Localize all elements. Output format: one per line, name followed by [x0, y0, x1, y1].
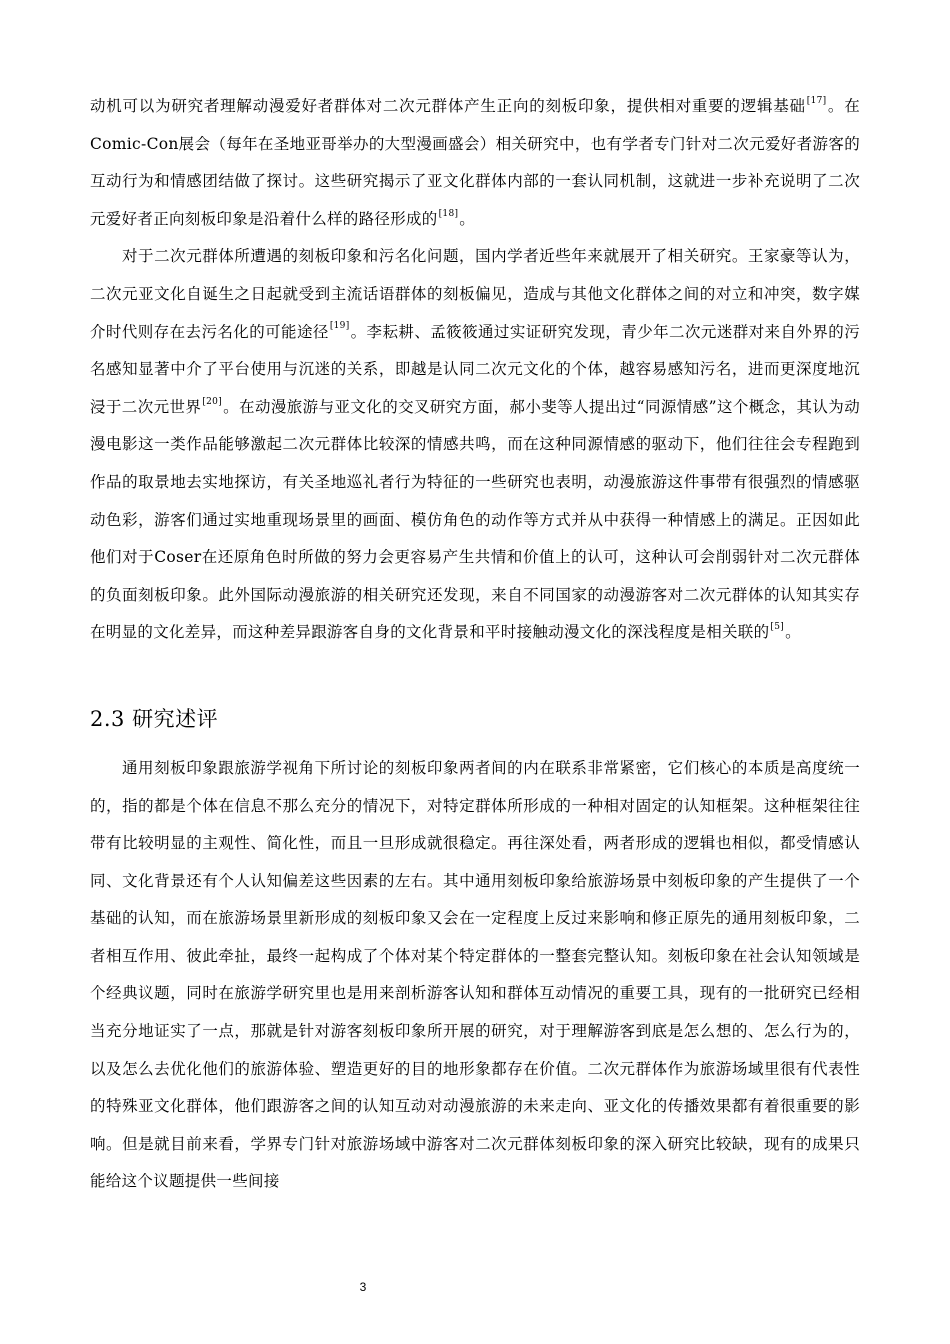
citation-ref: [19]: [329, 321, 350, 332]
citation-ref: [20]: [202, 396, 223, 407]
citation-ref: [5]: [770, 622, 785, 633]
section-paragraph-1: 通用刻板印象跟旅游学视角下所讨论的刻板印象两者间的内在联系非常紧密，它们核心的本质是高度统一的，指的都是个体在信息不那么充分的情况下，对特定群体所形成的一种相对固定的认知框架。这种框架往往带有比较明显的主观性、简化性，而且一旦形成就很稳定。再往深处看，两者形成的逻辑也相似，都受情感认同、文化背景还有个人认知偏差这些因素的左右。其中通用刻板印象给旅游场景中刻板印象的产生提供了一个基础的认知，而在旅游场景里新形成的刻板印象又会在一定程度上反过来影响和修正原先的通用刻板印象，二者相互作用、彼此牵扯，最终一起构成了个体对某个特定群体的一整套完整认知。刻板印象在社会认知领域是个经典议题，同时在旅游学研究里也是用来剖析游客认知和群体互动情况的重要工具，现有的一批研究已经相当充分地证实了一点，那就是针对游客刻板印象所开展的研究，对于理解游客到底是怎么想的、怎么行为的，以及怎么去优化他们的旅游体验、塑造更好的目的地形象都存在价值。二次元群体作为旅游场域里很有代表性的特殊亚文化群体，他们跟游客之间的认知互动对动漫旅游的未来走向、亚文化的传播效果都有着很重要的影响。但是就目前来看，学界专门针对旅游场域中游客对二次元群体刻板印象的深入研究比较缺，现有的成果只能给这个议题提供一些间接: [90, 758, 860, 1191]
citation-ref: [18]: [438, 208, 459, 219]
page-number: 3: [359, 1280, 367, 1294]
section-heading: 2.3 研究述评: [90, 706, 219, 731]
citation-ref: [17]: [806, 95, 827, 106]
body-paragraph-1: 动机可以为研究者理解动漫爱好者群体对二次元群体产生正向的刻板印象，提供相对重要的逻辑基础[17]。在Comic-Con展会（每年在圣地亚哥举办的大型漫画盛会）相关研究中，也有学者专门针对二次元爱好者游客的互动行为和情感团结做了探讨。这些研究揭示了亚文化群体内部的一套认同机制，这就进一步补充说明了二次元爱好者正向刻板印象是沿着什么样的路径形成的[18]。: [90, 95, 861, 228]
body-paragraph-2: 对于二次元群体所遭遇的刻板印象和污名化问题，国内学者近些年来就展开了相关研究。王家豪等认为，二次元亚文化自诞生之日起就受到主流话语群体的刻板偏见，造成与其他文化群体之间的对立和冲突，数字媒介时代则存在去污名化的可能途径[19]。李耘耕、孟筱筱通过实证研究发现，青少年二次元迷群对来自外界的污名感知显著中介了平台使用与沉迷的关系，即越是认同二次元文化的个体，越容易感知污名，进而更深度地沉浸于二次元世界[20]。在动漫旅游与亚文化的交叉研究方面，郝小斐等人提出过“同源情感”这个概念，其认为动漫电影这一类作品能够激起二次元群体比较深的情感共鸣，而在这种同源情感的驱动下，他们往往会专程跑到作品的取景地去实地探访，有关圣地巡礼者行为特征的一些研究也表明，动漫旅游这件事带有很强烈的情感驱动色彩，游客们通过实地重现场景里的画面、模仿角色的动作等方式并从中获得一种情感上的满足。正因如此他们对于Coser在还原角色时所做的努力会更容易产生共情和价值上的认可，这种认可会削弱针对二次元群体的负面刻板印象。此外国际动漫旅游的相关研究还发现，来自不同国家的动漫游客对二次元群体的认知其实存在明显的文化差异，而这种差异跟游客自身的文化背景和平时接触动漫文化的深浅程度是相关联的[5]。: [90, 247, 860, 642]
document-page: [90, 88, 860, 1201]
